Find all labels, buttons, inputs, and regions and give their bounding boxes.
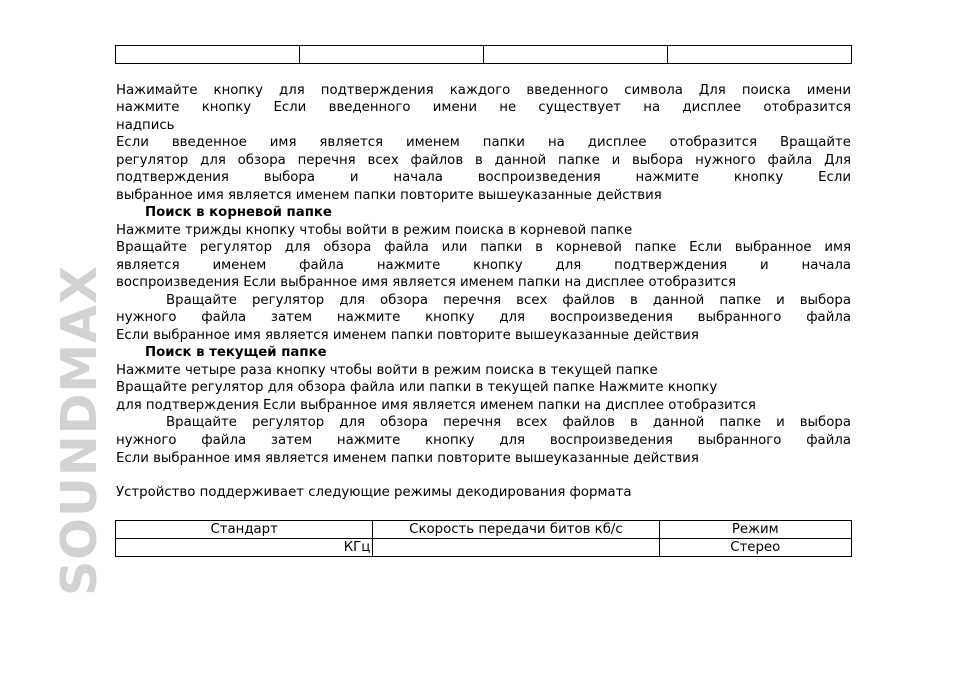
paragraph-line: Нажмите четыре раза кнопку чтобы войти в режим поиска в текущей папке [116,363,658,378]
table-cell [484,46,668,64]
paragraph-line: Устройство поддерживает следующие режимы декодирования формата [116,485,632,500]
paragraph-line: Если введенное имя является именем папки на дисплее отобразится Вращайте [116,135,851,150]
brand-watermark: SOUNDMAX [51,265,108,596]
table-header-cell: Скорость передачи битов кб/с [373,521,659,539]
paragraph-line: Нажмите трижды кнопку чтобы войти в режим поиска в корневой папке [116,223,633,238]
table-cell [668,46,852,64]
paragraph-line: выбранное имя является именем папки повторите вышеуказанные действия [116,188,662,203]
paragraph-line: подтверждения выбора и начала воспроизведения нажмите кнопку Если [116,170,851,185]
table-cell [373,539,659,557]
table-row [116,539,852,557]
table-header-row [116,521,852,539]
table-cell: КГц [116,539,373,557]
table-header-cell: Стандарт [116,521,373,539]
paragraph-line: Если выбранное имя является именем папки повторите вышеуказанные действия [116,451,699,466]
table-cell: Стерео [659,539,851,557]
paragraph-line: Вращайте регулятор для обзора перечня всех файлов в данной папке и выбора [166,415,851,430]
paragraph-line: является именем файла нажмите кнопку для подтверждения и начала [116,258,851,273]
paragraph-line: надпись [116,118,175,133]
formats-table [115,520,852,557]
section-heading-root-folder: Поиск в корневой папке [145,205,332,220]
table-cell [300,46,484,64]
paragraph-line: Вращайте регулятор для обзора перечня всех файлов в данной папке и выбора [166,293,851,308]
top-table [115,45,852,64]
table-cell [116,46,300,64]
table-row [116,46,852,64]
paragraph-line: регулятор для обзора перечня всех файлов в данной папке и выбора нужного файла Для [116,153,851,168]
paragraph-line: нужного файла затем нажмите кнопку для воспроизведения выбранного файла [116,433,851,448]
paragraph-line: Нажимайте кнопку для подтверждения каждого введенного символа Для поиска имени [116,83,851,98]
paragraph-line: нажмите кнопку Если введенного имени не существует на дисплее отобразится [116,100,851,115]
paragraph-line: нужного файла затем нажмите кнопку для воспроизведения выбранного файла [116,310,851,325]
paragraph-line: Если выбранное имя является именем папки повторите вышеуказанные действия [116,328,699,343]
section-heading-current-folder: Поиск в текущей папке [145,345,327,360]
paragraph-line: Вращайте регулятор для обзора файла или папки в текущей папке Нажмите кнопку [116,380,718,395]
paragraph-line: воспроизведения Если выбранное имя является именем папки на дисплее отобразится [116,275,737,290]
paragraph-line: для подтверждения Если выбранное имя является именем папки на дисплее отобразится [116,398,756,413]
table-header-cell: Режим [659,521,851,539]
paragraph-line: Вращайте регулятор для обзора файла или папки в корневой папке Если выбранное имя [116,240,851,255]
